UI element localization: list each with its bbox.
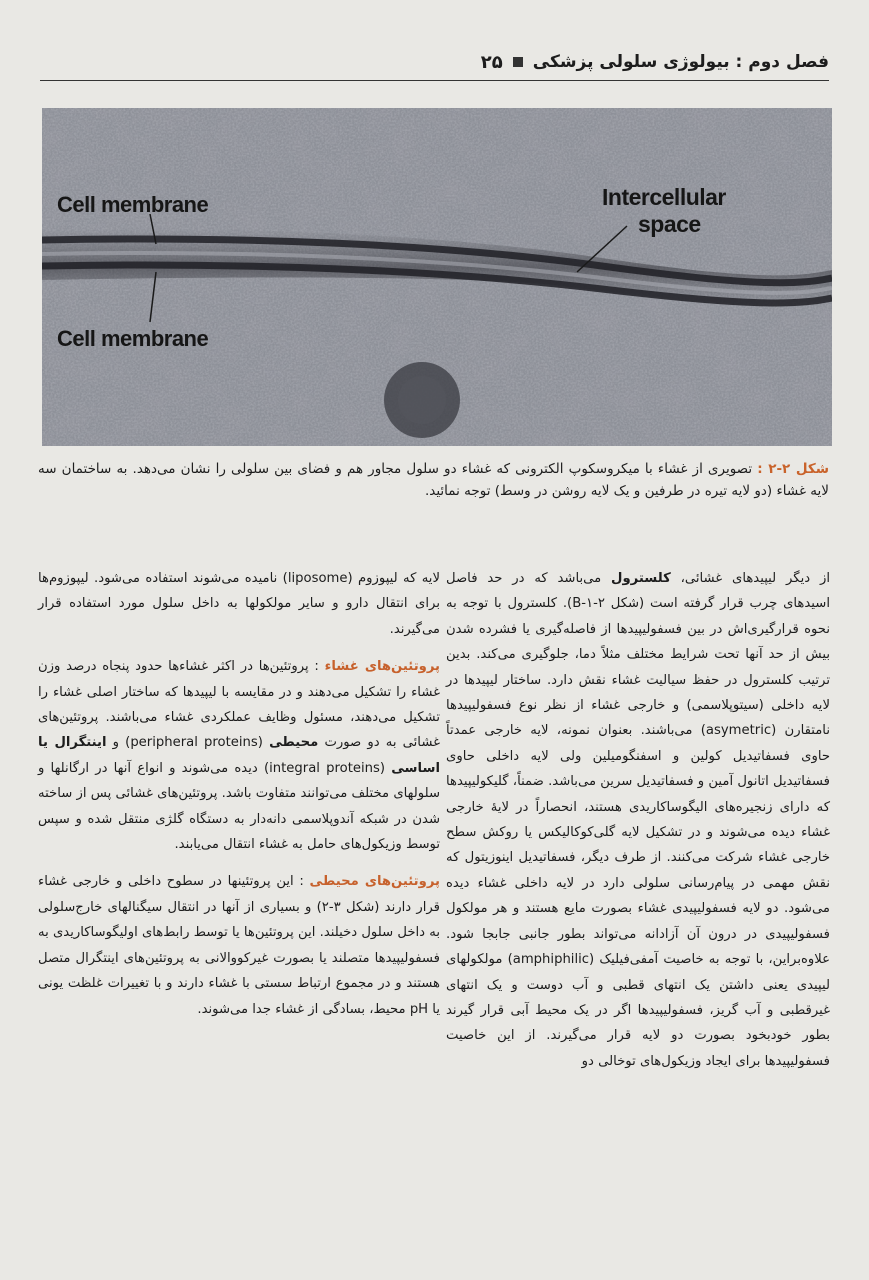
paragraph-cholesterol <box>446 566 830 1074</box>
caption-text: تصویری از غشاء با میکروسکوپ الکترونی که غشاء دو سلول مجاور هم و فضای بین سلولی را نشان می‌دهد. به ساختمان سه لایه غشاء (دو لایه تیره در طرفین و یک لایه روشن در وسط) توجه نمائید. <box>38 461 829 499</box>
page-header <box>40 44 829 81</box>
bold-term-integral: اینتگرال یا اساسی <box>38 735 440 776</box>
electron-micrograph-figure <box>42 108 832 446</box>
chapter-title: فصل دوم : بیولوژی سلولی پزشکی <box>532 52 829 72</box>
label-intercellular-line2: space <box>638 211 701 237</box>
section-term-peripheral-proteins: پروتئین‌های محیطی <box>309 874 440 890</box>
paragraph-peripheral-proteins <box>38 869 440 1021</box>
caption-label: شکل ۲-۲ : <box>757 461 829 477</box>
label-cell-membrane-top: Cell membrane <box>57 192 209 217</box>
paragraph-membrane-proteins <box>38 654 440 857</box>
page-number: ۲۵ <box>480 51 503 73</box>
label-cell-membrane-bottom: Cell membrane <box>57 326 209 351</box>
text-span: (peripheral proteins) و <box>106 735 270 751</box>
bold-term-cholesterol: کلسترول <box>611 571 671 586</box>
text-span: می‌باشد که در حد فاصل اسیدهای چرب قرار گرفته است (شکل B-۱-۲). کلسترول با توجه به نحوه قرارگیری‌اش در بین فسفولیپیدها از فاصله‌گیری یا فشرده شدن بیش از حد آنها تحت شرایط مختلف مثلاً دما، جلوگیری می‌کند. بدین ترتیب کلسترول در حفظ سیالیت غشاء نقش دارد. ساختار لیپیدها در لایه داخلی (سیتوپلاسمی) و خارجی غشاء از نظر نوع فسفولیپیدها نامتقارن (asymetric) می‌باشند. بعنوان نمونه، لایه خارجی عمدتاً حاوی فسفاتیدیل کولین و اسفنگومیلین ولی لایه داخلی حاوی فسفاتیدیل اتانول آمین و فسفاتیدیل سرین می‌باشد. ضمناً، گلیکولیپیدها که دارای زنجیره‌های الیگوساکاریدی هستند، انحصاراً در لایهٔ خارجی غشاء دیده می‌شوند و در تشکیل لایه گلی‌کوکالیکس یا روکش سطح خارجی غشاء شرکت می‌کنند. از طرف دیگر، فسفاتیدیل اینوزیتول که نقش مهمی در پیام‌رسانی سلولی دارد در لایه داخلی غشاء دیده می‌شود. دو لایه فسفولیپیدی غشاء بصورت مایع هستند و هر مولکول فسفولیپیدی در درون آن آزادانه می‌تواند بطور جانبی جابجا شود. علاوه‌براین، با توجه به خاصیت آمفی‌فیلیک (amphiphilic) مولکولهای لیپیدی یعنی داشتن یک انتهای قطبی و آب دوست و یک انتهای غیرقطبی و آب گریز، فسفولیپیدها اگر در یک محیط آبی قرار گیرند بطور خودبخود بصورت دو لایه قرار می‌گیرند. از این خاصیت فسفولیپیدها برای ایجاد وزیکول‌های توخالی دو <box>446 571 831 1069</box>
text-span: از دیگر لیپیدهای غشائی، <box>670 571 830 586</box>
section-term-membrane-proteins: پروتئین‌های غشاء <box>324 659 440 675</box>
text-span: : این پروتئینها در سطوح داخلی و خارجی غشاء قرار دارند (شکل ۳-۲) و بسیاری از آنها در انتقال سیگنالهای خارج‌سلولی به داخل سلول دخیلند. این پروتئین‌ها یا توسط رابط‌های اولیگوساکاریدی به فسفولیپیدها متصلند یا بصورت غیرکووالانی به پروتئین‌های اینتگرال متصل هستند و در مجموع ارتباط سستی با غشاء دارند و با تغییرات غلظت یونی یا pH محیط، بسادگی از غشاء جدا می‌شوند. <box>38 874 440 1017</box>
text-span: : پروتئین‌ها در اکثر غشاءها حدود پنجاه درصد وزن غشاء را تشکیل می‌دهند و در مقایسه با لیپیدها که ساختار اصلی غشاء را تشکیل می‌دهند، مسئول وظایف عملکردی غشاء می‌باشند. پروتئین‌های غشائی به دو صورت <box>38 659 440 751</box>
label-intercellular-line1: Intercellular <box>602 184 726 210</box>
text-column-right <box>446 566 830 1086</box>
bold-term-peripheral: محیطی <box>269 735 319 751</box>
text-column-left <box>38 566 440 1034</box>
figure-caption <box>38 458 829 502</box>
micrograph-image <box>42 108 832 446</box>
text-span: (integral proteins) دیده می‌شوند و انواع آنها در ارگانلها و سلولهای مختلف می‌توانند متفاوت باشد. پروتئین‌های غشائی پس از ساخته شدن در شبکه آندوپلاسمی دانه‌دار به دستگاه گلژی منتقل شده و سپس توسط وزیکول‌های حامل به غشاء انتقال می‌یابند. <box>38 760 440 853</box>
header-square-icon <box>513 57 523 67</box>
paragraph-liposome: لایه که لیپوزوم (liposome) نامیده می‌شوند استفاده می‌شود. لیپوزوم‌ها برای انتقال دارو و سایر مولکولها به داخل سلول مورد استفاده قرار می‌گیرند. <box>38 571 440 637</box>
